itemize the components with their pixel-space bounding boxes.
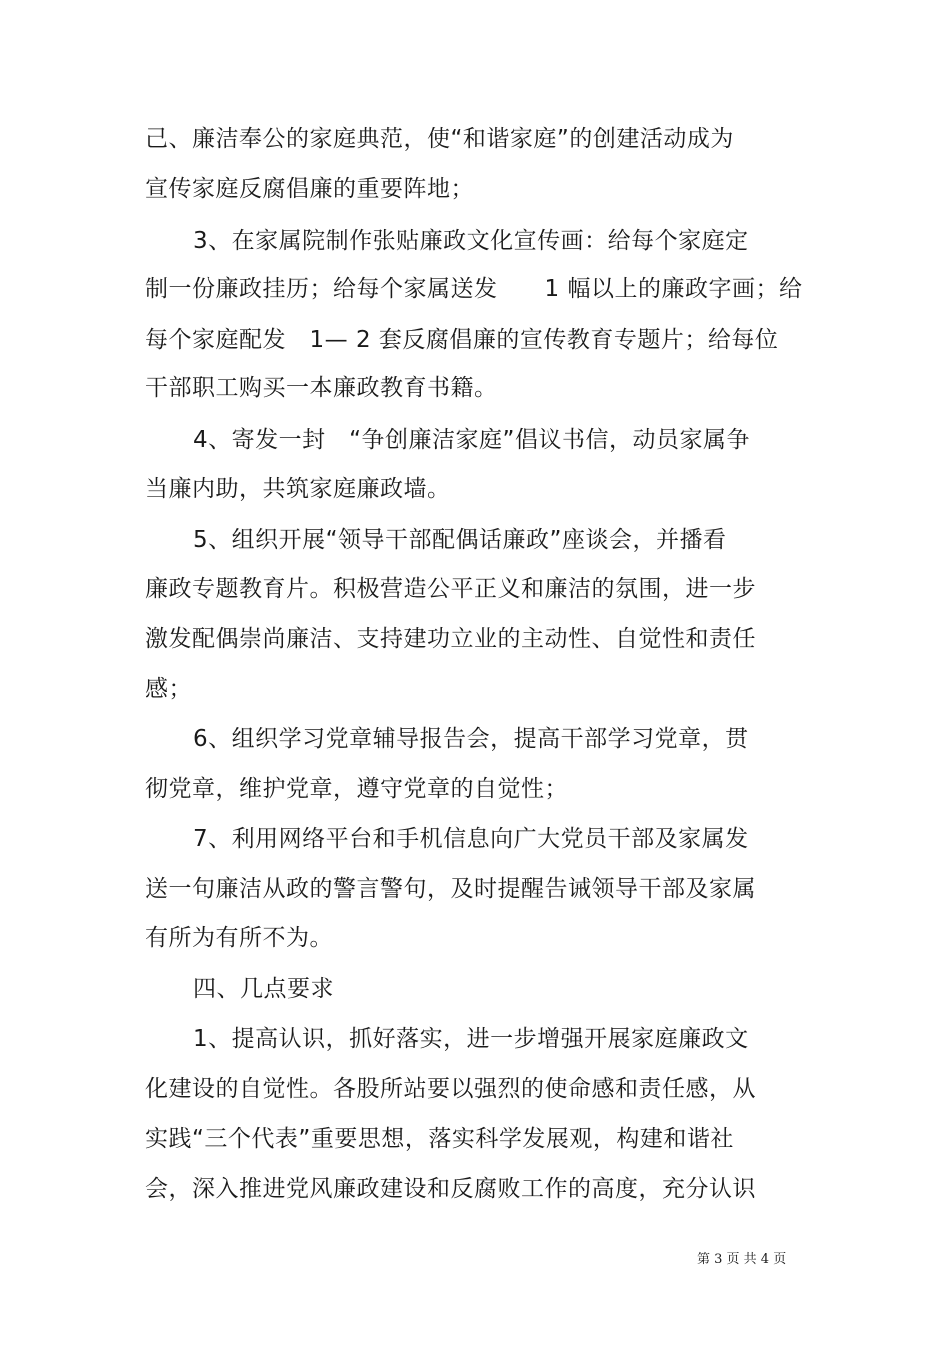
text-line: 宣传家庭反腐倡廉的重要阵地； — [145, 176, 474, 202]
text-line: 实践“三个代表”重要思想，落实科学发展观，构建和谐社 — [145, 1126, 734, 1152]
text-line: 化建设的自觉性。各股所站要以强烈的使命感和责任感，从 — [145, 1076, 756, 1102]
text-line: 5、组织开展“领导干部配偶话廉政”座谈会，并播看 — [193, 527, 727, 553]
text-line: 3、在家属院制作张贴廉政文化宣传画：给每个家庭定 — [193, 228, 749, 254]
text-line: 7、利用网络平台和手机信息向广大党员干部及家属发 — [193, 826, 749, 852]
text-line: 当廉内助，共筑家庭廉政墙。 — [145, 476, 451, 502]
text-line: 每个家庭配发 1— 2 套反腐倡廉的宣传教育专题片；给每位 — [145, 327, 779, 353]
text-line: 会，深入推进党风廉政建设和反腐败工作的高度，充分认识 — [145, 1176, 756, 1202]
text-line: 1、提高认识，抓好落实，进一步增强开展家庭廉政文 — [193, 1026, 749, 1052]
text-line: 廉政专题教育片。积极营造公平正义和廉洁的氛围，进一步 — [145, 576, 756, 602]
text-line: 有所为有所不为。 — [145, 925, 333, 951]
text-line: 激发配偶崇尚廉洁、支持建功立业的主动性、自觉性和责任 — [145, 626, 756, 652]
text-line: 送一句廉洁从政的警言警句，及时提醒告诫领导干部及家属 — [145, 876, 756, 902]
text-line: 干部职工购买一本廉政教育书籍。 — [145, 375, 498, 401]
page-number: 第 3 页 共 4 页 — [697, 1252, 787, 1267]
text-line: 6、组织学习党章辅导报告会，提高干部学习党章，贯 — [193, 726, 749, 752]
text-line: 彻党章，维护党章，遵守党章的自觉性； — [145, 776, 568, 802]
text-line: 4、寄发一封 “争创廉洁家庭”倡议书信，动员家属争 — [193, 427, 750, 453]
text-line: 己、廉洁奉公的家庭典范，使“和谐家庭”的创建活动成为 — [145, 126, 734, 152]
section-heading: 四、几点要求 — [193, 976, 334, 1002]
text-line: 制一份廉政挂历；给每个家属送发 1 幅以上的廉政字画；给 — [145, 276, 803, 302]
text-line: 感； — [145, 676, 192, 702]
